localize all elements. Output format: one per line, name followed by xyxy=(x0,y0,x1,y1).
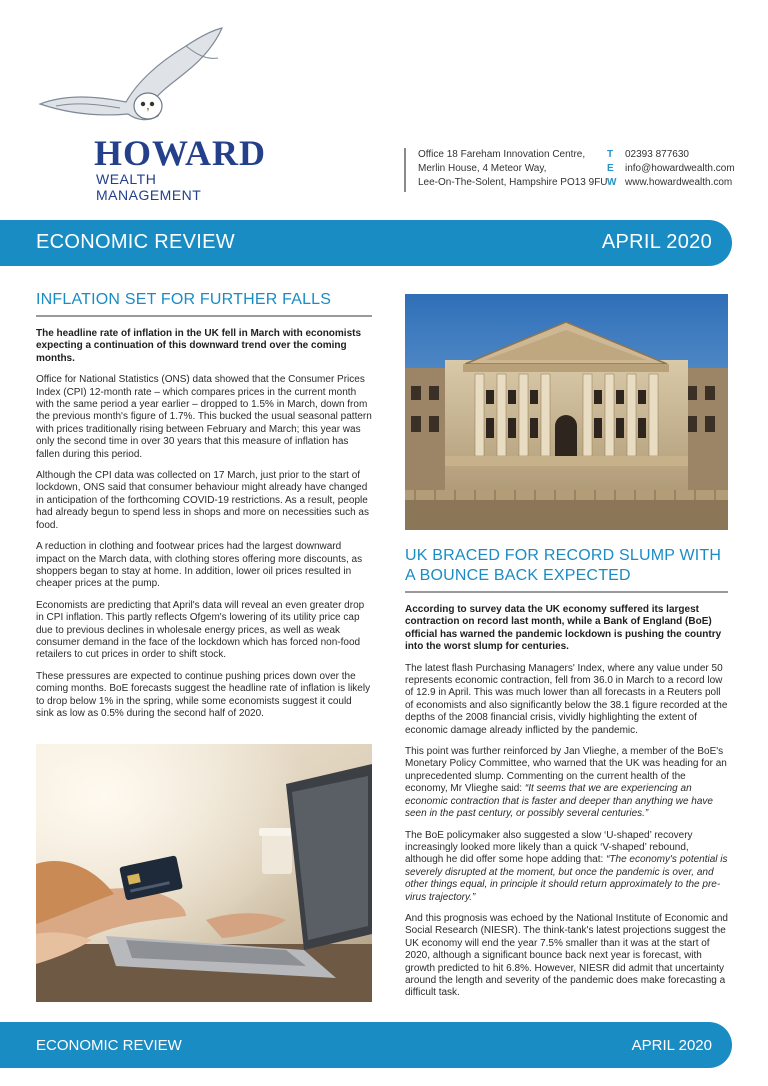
contact-phone xyxy=(607,148,735,162)
title-divider xyxy=(36,315,372,317)
paragraph-text: This point was further reinforced by Jan Vlieghe, a member of the BoE's Monetary Policy Committee, who warned that the UK was heading for an unprecedented slump. Commenting on the current health of the economy, Mr Vlieghe said: xyxy=(405,746,727,795)
brand-subtitle: WEALTH MANAGEMENT xyxy=(96,171,202,203)
article-uk-slump xyxy=(405,546,728,1009)
quote-text: “It seems that we are experiencing an economic contraction that is faster and deeper than anything we have seen in the past century, or possibly several centuries.” xyxy=(405,783,713,820)
online-shopping-photo xyxy=(36,744,372,1002)
bottom-banner xyxy=(0,1022,732,1068)
article-title: INFLATION SET FOR FURTHER FALLS xyxy=(36,291,332,308)
email-link[interactable]: info@howardwealth.com xyxy=(625,163,735,174)
article-lead: According to survey data the UK economy suffered its largest contraction on record last month, while a Bank of England (BoE) official has warned the pandemic lockdown is pushing the country into the worst slump for centuries. xyxy=(405,604,722,653)
article-paragraph: A reduction in clothing and footwear prices had the largest downward impact on the March data, with clothing stores offering more discounts, as shoppers began to stay at home. In addition, lower oil prices resulted in cheaper prices at the pump. xyxy=(36,541,363,590)
office-address xyxy=(404,148,608,192)
title-divider xyxy=(405,591,728,593)
top-banner xyxy=(0,220,732,266)
paragraph-text: The BoE policymaker also suggested a slow ‘U-shaped’ recovery increasingly looked more likely than a quick ‘V-shaped’ rebound, although he did offer some hope adding that: xyxy=(405,829,693,866)
banner-title: ECONOMIC REVIEW xyxy=(36,1037,182,1054)
article-paragraph: These pressures are expected to continue pushing prices down over the coming months. BoE forecasts suggest the headline rate of inflation is likely to drop below 1% in the spring, while some economists suggest it could sink as low as 0.5% during the second half of 2020. xyxy=(36,670,371,719)
address-line: Lee-On-The-Solent, Hampshire PO13 9FU xyxy=(418,177,608,188)
article-paragraph: Office for National Statistics (ONS) data showed that the Consumer Prices Index (CPI) 12-month rate – which compares prices in the current month with the same period a year earlier – dropped to 1.5% in March, down from the previous month's figure of 1.7%. This bucked the usual seasonal pattern with prices traditionally rising between February and March; this year was only the second time in over 30 years that this measure of inflation has fallen during this period. xyxy=(36,374,372,460)
contact-key: W xyxy=(607,177,617,188)
banner-title: ECONOMIC REVIEW xyxy=(36,231,235,253)
contact-web xyxy=(607,176,735,190)
banner-date: APRIL 2020 xyxy=(631,1037,712,1054)
banner-date: APRIL 2020 xyxy=(601,231,712,253)
company-logo xyxy=(36,24,267,203)
article-title: UK BRACED FOR RECORD SLUMP WITH A BOUNCE BACK EXPECTED xyxy=(405,547,722,584)
contact-key: E xyxy=(607,163,614,174)
laptop-illustration xyxy=(36,744,372,1002)
contact-key: T xyxy=(607,149,614,160)
article-paragraph: Economists are predicting that April's data will reveal an even greater drop in CPI inflation. This partly reflects Ofgem's lowering of its utility price cap due to previous declines in wholesale energy prices, as well as weak consumer demand in the face of the lockdown which has forced non-food retailers to cut prices in order to shift stock. xyxy=(36,599,365,661)
phone-number[interactable]: 02393 877630 xyxy=(625,149,689,160)
brand-name: HOWARD xyxy=(94,133,267,173)
website-link[interactable]: www.howardwealth.com xyxy=(625,177,733,188)
owl-icon xyxy=(36,24,226,134)
article-inflation xyxy=(36,290,372,729)
article-paragraph xyxy=(405,830,728,904)
article-paragraph: Although the CPI data was collected on 17 March, just prior to the start of lockdown, ONS said that consumer behaviour might already have changed in anticipation of the forthcoming COVID-19 restrictions. As a result, people had already begun to spend less in shops and more on necessities such as food. xyxy=(36,470,369,531)
article-paragraph: The latest flash Purchasing Managers' Index, where any value under 50 represents economic contraction, fell from 36.0 in March to a record low of 12.9 in April. This was much lower than all forecasts in a Reuters poll of economists and also significantly below the 38.1 figure recorded at the depths of the 2008 financial crisis, vividly highlighting the extent of economic damage already inflicted by the pandemic. xyxy=(405,662,728,736)
quote-text: “The economy's potential is severely disrupted at the moment, but once the pandemic is over, and other things equal, in principle it should return approximately to the pre-virus trajectory.” xyxy=(405,854,728,903)
article-paragraph xyxy=(405,746,728,820)
article-paragraph: And this prognosis was echoed by the National Institute of Economic and Social Research (NIESR). The think-tank's latest projections suggest the UK economy will end the year 7.5% smaller than it was at the start of 2020, although a significant bounce back next year is forecast, with growth predicted to hit 6.8%. However, NIESR did admit that uncertainty around the length and severity of the pandemic does make forecasting a difficult task. xyxy=(405,912,728,999)
article-lead: The headline rate of inflation in the UK fell in March with economists expecting a continuation of this downward trend over the coming months. xyxy=(36,328,362,364)
contact-details xyxy=(607,148,735,190)
contact-email xyxy=(607,162,735,176)
address-line: Merlin House, 4 Meteor Way, xyxy=(418,163,547,174)
address-line: Office 18 Fareham Innovation Centre, xyxy=(418,149,586,160)
building-illustration xyxy=(405,294,728,530)
bank-of-england-photo xyxy=(405,294,728,530)
